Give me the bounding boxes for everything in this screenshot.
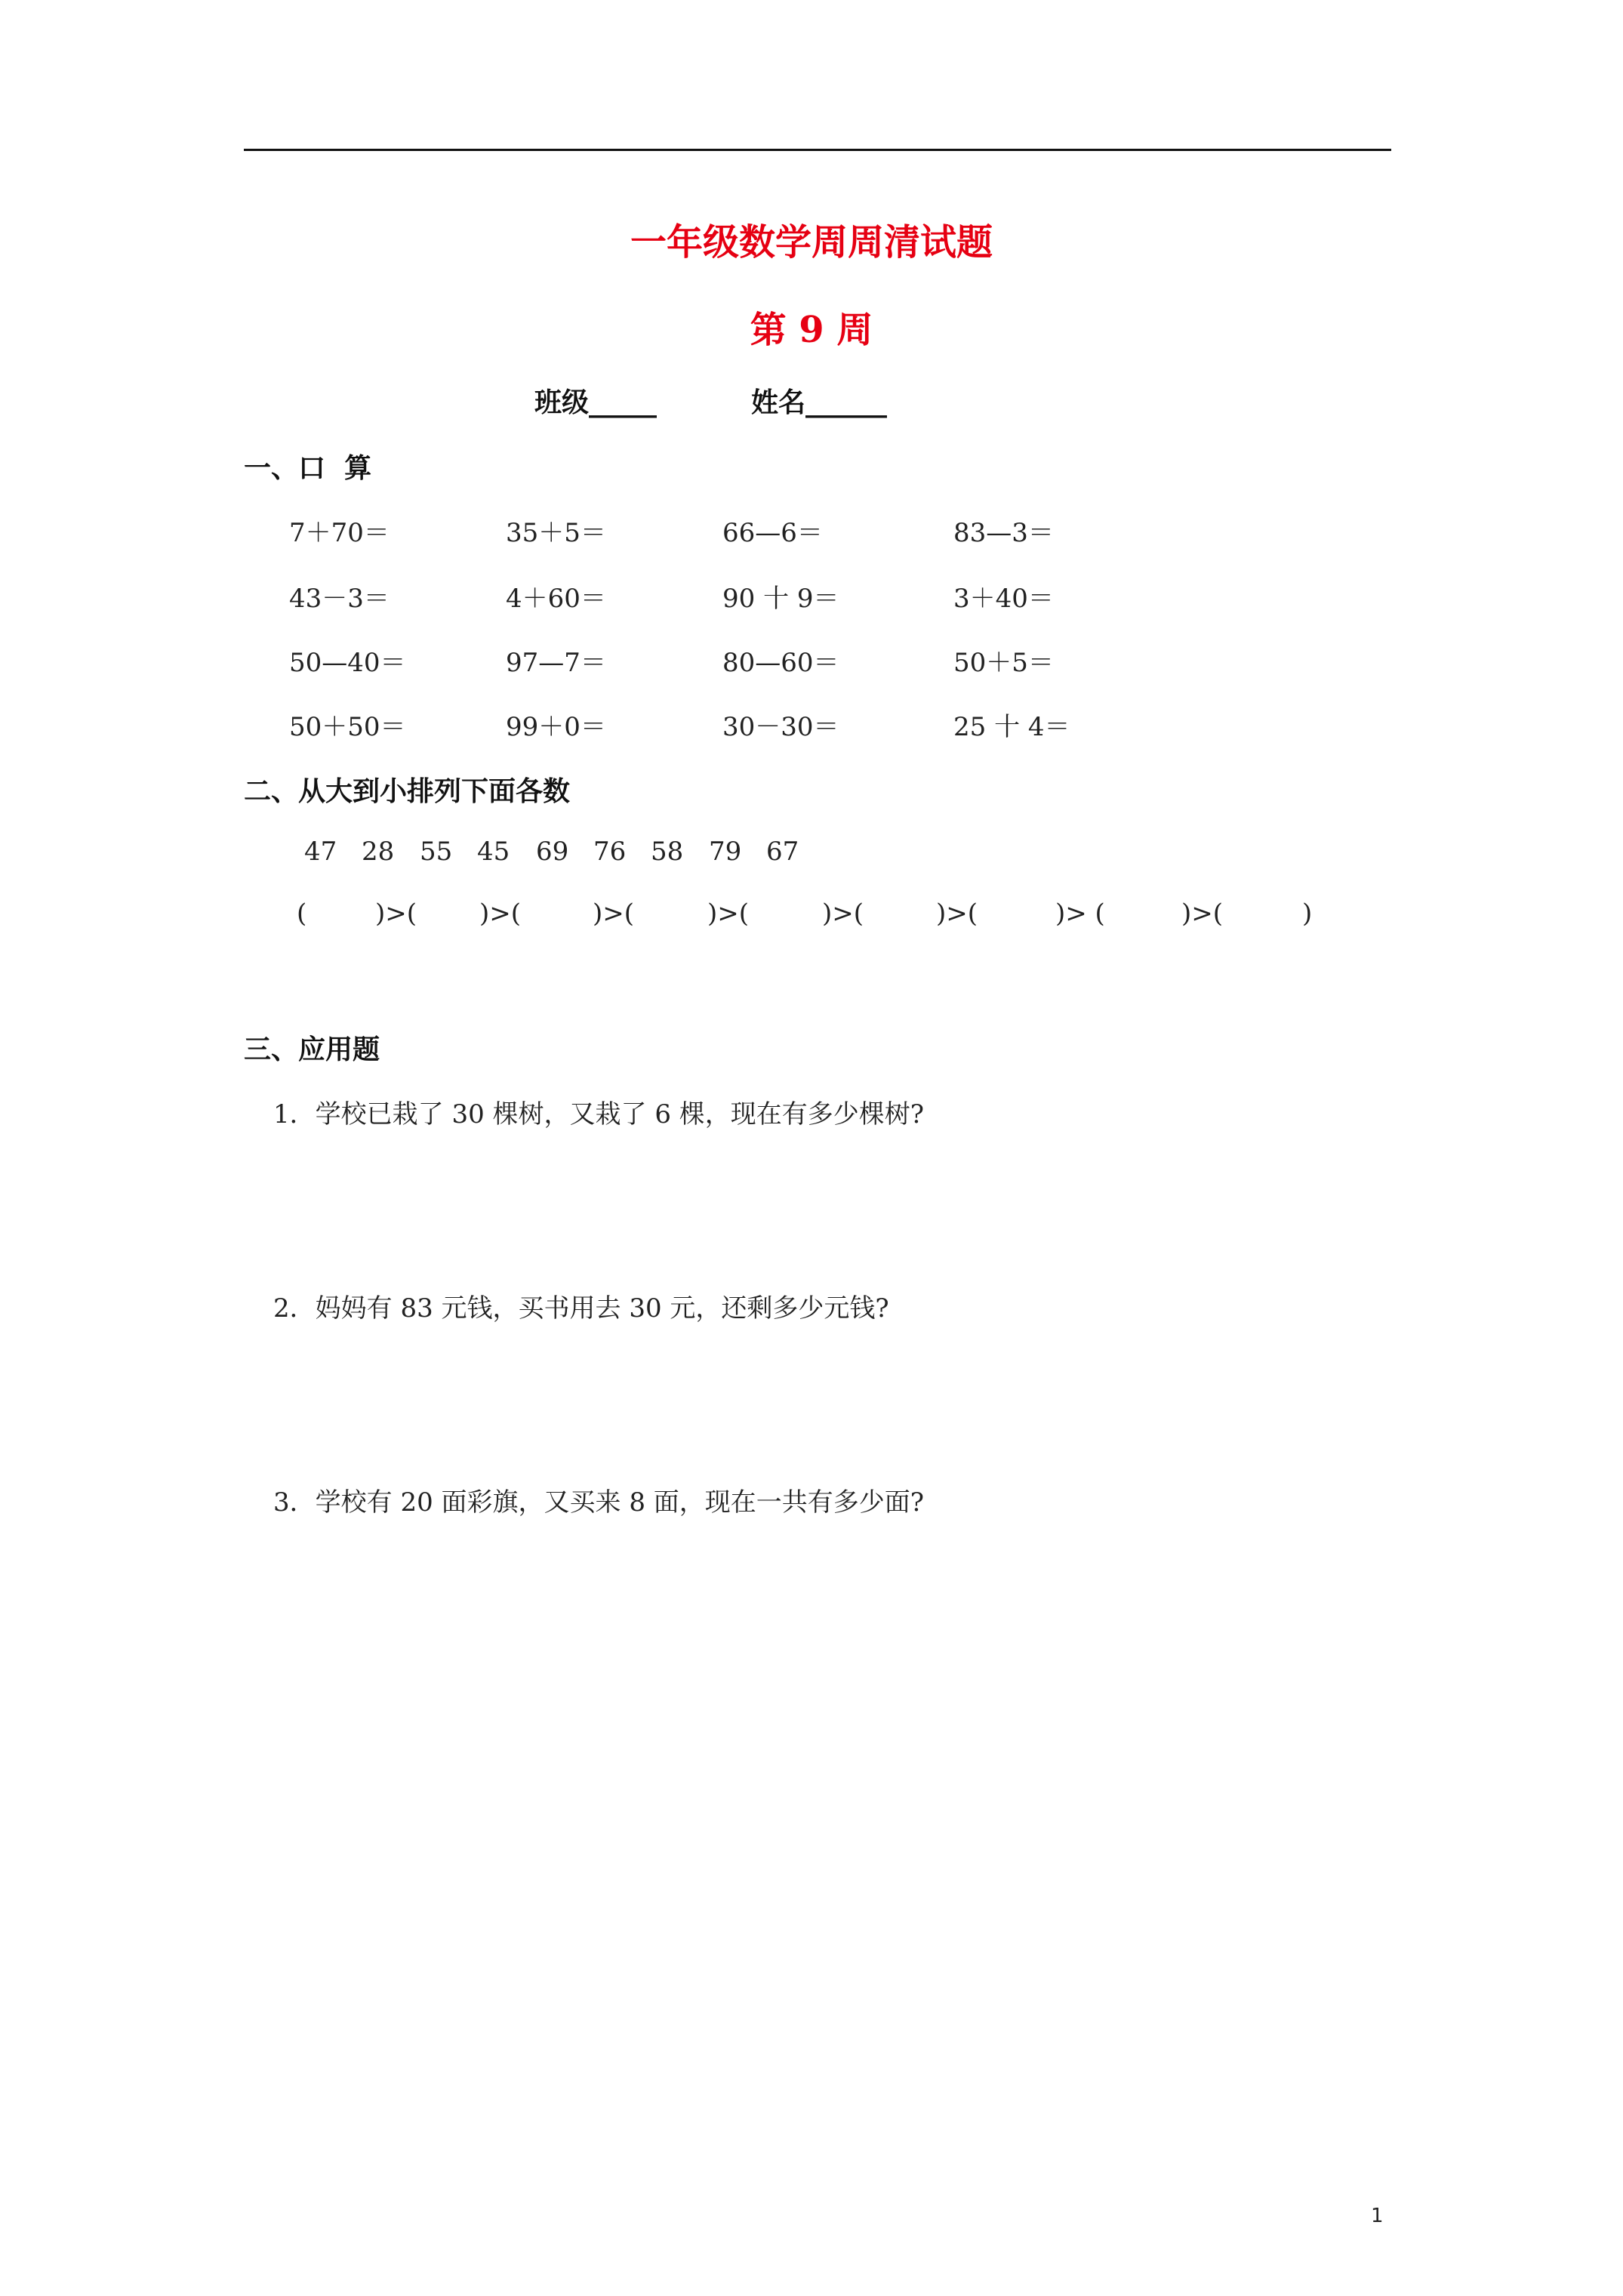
answer-paren: )>( (707, 898, 750, 929)
answer-paren: )>( (593, 898, 635, 929)
calc-item: 3＋40＝ (953, 584, 1054, 614)
section1-heading: 一、口 算 (244, 452, 372, 484)
calc-item: 83—3＝ (953, 518, 1054, 548)
answer-paren: )>( (1181, 898, 1224, 929)
calc-item: 25 十 4＝ (953, 712, 1070, 742)
answer-paren: )>( (822, 898, 864, 929)
calc-item: 90 十 9＝ (722, 584, 839, 614)
answer-paren: ( (297, 898, 307, 929)
page-subtitle: 第 9 周 (750, 309, 873, 351)
word-problem: 2．妈妈有 83 元钱，买书用去 30 元，还剩多少元钱? (273, 1293, 889, 1324)
number-item: 47 (304, 837, 337, 867)
calc-item: 97—7＝ (506, 648, 606, 678)
calc-item: 30－30＝ (722, 712, 839, 742)
calc-item: 66—6＝ (722, 518, 823, 548)
calc-item: 50＋5＝ (953, 648, 1054, 678)
answer-paren: )> ( (1055, 898, 1105, 929)
answer-paren: ) (1302, 898, 1313, 929)
calc-item: 35＋5＝ (506, 518, 606, 548)
calc-item: 99＋0＝ (506, 712, 606, 742)
answer-paren: )>( (479, 898, 522, 929)
page-number: 1 (1371, 2205, 1384, 2227)
header-rule (244, 149, 1391, 151)
calc-item: 43－3＝ (289, 584, 390, 614)
section3-heading: 三、应用题 (244, 1034, 380, 1065)
number-item: 79 (709, 837, 742, 867)
calc-item: 50—40＝ (289, 648, 406, 678)
class-field: 班级_____ (534, 387, 658, 418)
answer-paren: )>( (936, 898, 978, 929)
page-title: 一年级数学周周清试题 (630, 221, 993, 264)
calc-item: 50＋50＝ (289, 712, 406, 742)
number-item: 45 (477, 837, 510, 867)
answer-paren: )>( (375, 898, 417, 929)
number-item: 76 (593, 837, 627, 867)
number-item: 28 (362, 837, 395, 867)
word-problem: 3．学校有 20 面彩旗，又买来 8 面，现在一共有多少面? (273, 1487, 924, 1518)
number-item: 67 (766, 837, 799, 867)
word-problem: 1．学校已栽了 30 棵树，又栽了 6 棵，现在有多少棵树? (273, 1099, 924, 1130)
name-field: 姓名______ (751, 387, 888, 418)
number-item: 55 (420, 837, 453, 867)
section2-heading: 二、从大到小排列下面各数 (244, 775, 571, 807)
calc-item: 80—60＝ (722, 648, 839, 678)
number-item: 58 (651, 837, 684, 867)
calc-item: 4＋60＝ (506, 584, 606, 614)
number-item: 69 (536, 837, 569, 867)
calc-item: 7＋70＝ (289, 518, 390, 548)
